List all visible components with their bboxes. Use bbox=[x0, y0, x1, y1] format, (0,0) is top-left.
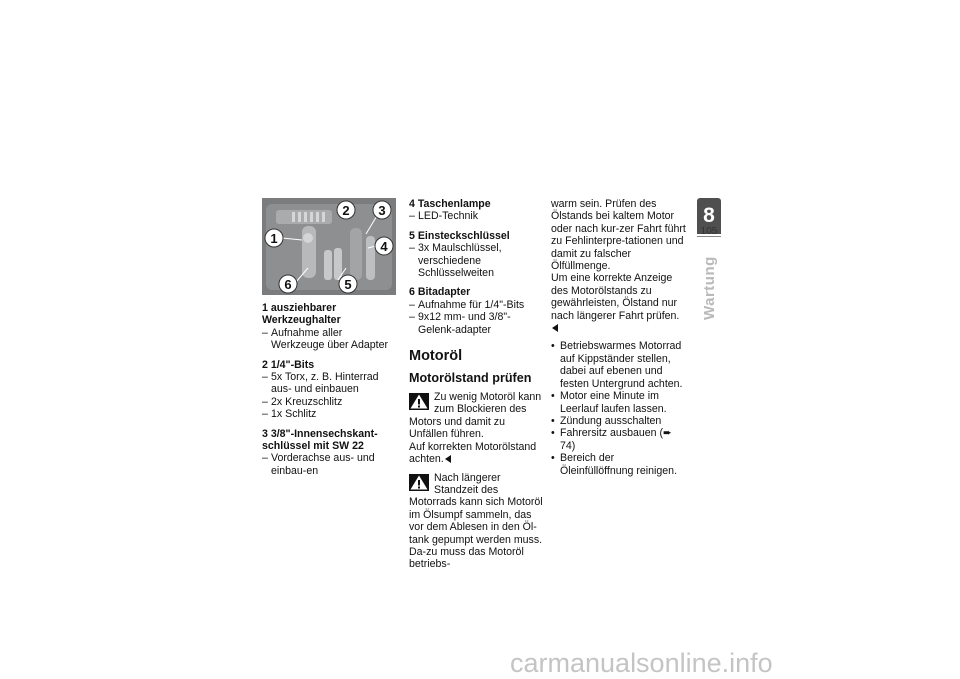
warning-1-action: Auf korrekten Motorölstand achten. bbox=[409, 440, 537, 466]
page-reference-arrow-icon: ➨ bbox=[663, 427, 672, 440]
chapter-side-label: Wartung bbox=[701, 256, 718, 320]
item-1-title: 1 ausziehbarer Werkzeughalter bbox=[262, 302, 341, 327]
callout-6 bbox=[279, 275, 297, 293]
chapter-tab: 8 bbox=[697, 198, 721, 234]
subsection-title: Motorölstand prüfen bbox=[409, 371, 532, 386]
list-item: • Bereich der Öleinfüllöffnung reinigen. bbox=[551, 452, 686, 477]
list-item: • Betriebswarmes Motorrad auf Kippständer stellen, dabei auf ebenen und festen Untergrund achten. bbox=[551, 340, 686, 390]
paragraph-2-text: Um eine korrekte Anzeige des Motorölstands zu gewährleisten, Ölstand nur nach längerer Fahrt prüfen. bbox=[551, 272, 680, 322]
list-item: • Zündung ausschalten bbox=[551, 415, 686, 427]
item-5-title: 5 Einsteckschlüssel bbox=[409, 229, 510, 242]
item-6-title: 6 Bitadapter bbox=[409, 286, 471, 299]
column-3 bbox=[551, 198, 686, 477]
item-5-line: – 3x Maulschlüssel, verschiedene Schlüsselweiten bbox=[409, 242, 544, 279]
item-2-line: – 1x Schlitz bbox=[262, 408, 396, 420]
callout-3 bbox=[373, 201, 391, 219]
list-item bbox=[551, 427, 686, 452]
list-item-text: Fahrersitz ausbauen ( bbox=[560, 427, 664, 440]
item-2-line: – 2x Kreuzschlitz bbox=[262, 396, 396, 408]
end-marker-icon bbox=[552, 324, 558, 332]
toolkit-illustration bbox=[262, 198, 396, 295]
svg-text:5: 5 bbox=[344, 277, 352, 292]
paragraph-1: warm sein. Prüfen des Ölstands bei kaltem Motor oder nach kur-zer Fahrt führt zu Fehlinterpre-tationen und damit zu falscher Ölfüllmenge. bbox=[551, 198, 686, 273]
item-4-title: 4 Taschenlampe bbox=[409, 198, 491, 210]
callout-2 bbox=[337, 201, 355, 219]
item-6-line: – 9x12 mm- und 3/8"-Gelenk-adapter bbox=[409, 311, 544, 336]
callout-5 bbox=[339, 275, 357, 293]
paragraph-2 bbox=[551, 272, 686, 334]
page-number: 105 bbox=[700, 226, 718, 237]
item-2-title: 2 1/4"-Bits bbox=[262, 358, 315, 371]
svg-text:2: 2 bbox=[342, 203, 350, 218]
warning-triangle-icon bbox=[409, 393, 429, 410]
svg-text:1: 1 bbox=[270, 231, 278, 246]
item-3-title: 3 3/8"-Innensechskant-schlüssel mit SW 22 bbox=[262, 427, 378, 453]
column-1 bbox=[262, 198, 396, 477]
warning-1-text: Zu wenig Motoröl kann zum Blockieren des Motors und damit zu Unfällen führen. bbox=[409, 391, 542, 441]
warning-triangle-icon bbox=[409, 474, 429, 491]
page-reference-link[interactable]: 74 bbox=[560, 439, 572, 452]
column-2 bbox=[409, 198, 544, 571]
list-item-text-end: ) bbox=[571, 439, 576, 452]
svg-text:4: 4 bbox=[380, 239, 388, 254]
toolkit-photo bbox=[262, 198, 396, 295]
warning-2 bbox=[409, 472, 544, 571]
item-6-line: – Aufnahme für 1/4"-Bits bbox=[409, 299, 544, 311]
warning-2-text: Nach längerer Standzeit des Motorrads kann sich Motoröl im Ölsumpf sammeln, das vor dem Ablesen in den Öl-tank gepumpt werden muss. Da-zu muss das Motoröl betriebs- bbox=[409, 471, 543, 571]
list-item: • Motor eine Minute im Leerlauf laufen lassen. bbox=[551, 390, 686, 415]
svg-text:6: 6 bbox=[284, 277, 292, 292]
callout-4 bbox=[375, 237, 393, 255]
item-1-line: – Aufnahme aller Werkzeuge über Adapter bbox=[262, 327, 396, 352]
callout-1 bbox=[265, 229, 283, 247]
svg-text:3: 3 bbox=[378, 203, 386, 218]
item-4-line: – LED-Technik bbox=[409, 210, 544, 222]
watermark: carmanualsonline.info bbox=[510, 648, 773, 678]
item-2-line: – 5x Torx, z. B. Hinterrad aus- und einbauen bbox=[262, 371, 396, 396]
item-3-line: – Vorderachse aus- und einbau-en bbox=[262, 452, 396, 477]
end-marker-icon bbox=[445, 455, 451, 463]
warning-1 bbox=[409, 391, 544, 465]
section-title: Motoröl bbox=[409, 348, 463, 365]
